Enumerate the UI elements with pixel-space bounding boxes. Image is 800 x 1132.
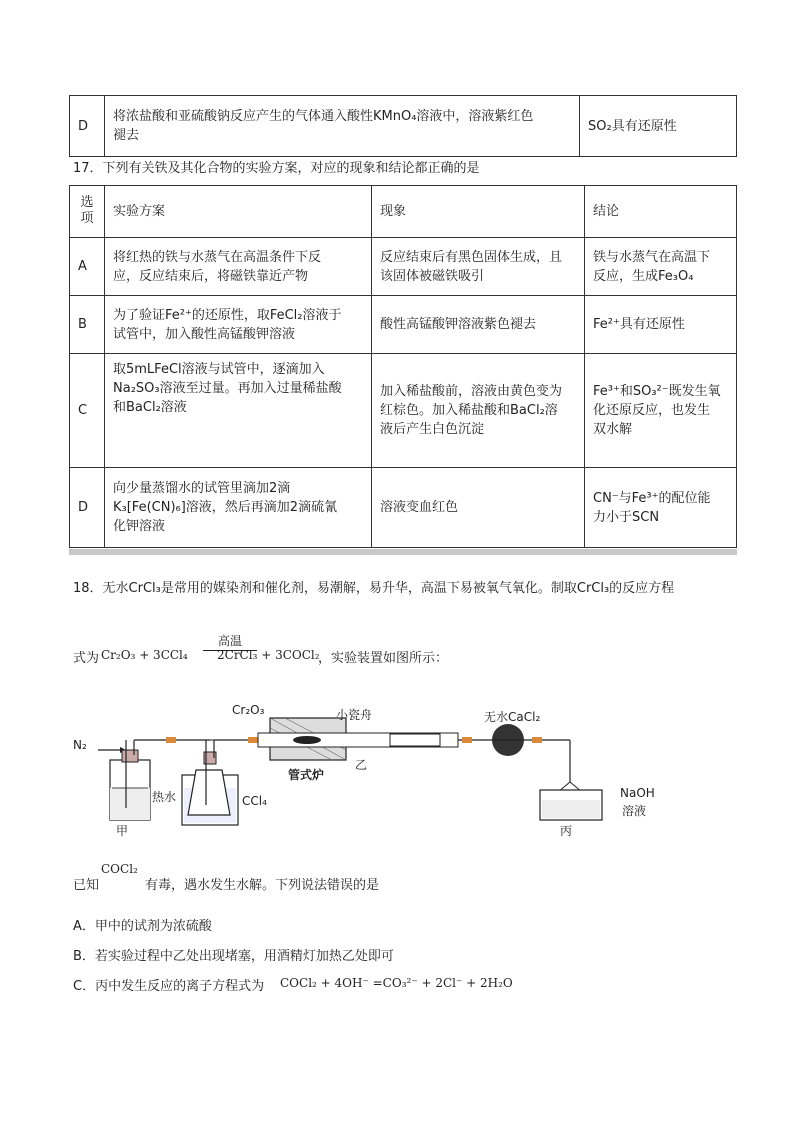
- scheme-cell: [105, 296, 372, 354]
- conclusion-text: 化还原反应，也发生: [593, 403, 711, 418]
- question-17-stem: 17．下列有关铁及其化合物的实验方案，对应的现象和结论都正确的是: [73, 161, 480, 176]
- option-b: B．若实验过程中乙处出现堵塞，用酒精灯加热乙处即可: [73, 949, 394, 964]
- conclusion-cell: [580, 96, 737, 157]
- eq-condition: 高温: [217, 634, 242, 648]
- scheme-text: K₃[Fe(CN)₆]溶液，然后再滴加2滴硫氰: [113, 500, 338, 515]
- table-row: [70, 354, 737, 468]
- conclusion-text: 铁与水蒸气在高温下: [593, 249, 711, 265]
- option-cell: D: [70, 468, 105, 548]
- question-18-stem: 18．无水CrCl₃是常用的媒染剂和催化剂，易潮解，易升华，高温下易被氧气氧化。制取CrCl₃的反应方程: [73, 581, 675, 596]
- eq-prefix: 式为: [73, 651, 100, 666]
- header-scheme: 实验方案: [105, 186, 372, 238]
- label-anhydrous: 无水CaCl₂: [484, 710, 541, 724]
- drying-tube: [490, 724, 570, 756]
- connector: [462, 737, 472, 743]
- q16-table: [69, 95, 737, 157]
- known-suffix: 有毒，遇水发生水解。下列说法错误的是: [145, 878, 380, 893]
- option-c-equation: COCl₂ + 4OH⁻ =CO₃²⁻ + 2Cl⁻ + 2H₂O: [280, 976, 513, 990]
- phenomenon-text: 该固体被磁铁吸引: [380, 268, 485, 284]
- conclusion-cell: [585, 354, 737, 468]
- scheme-text: 褪去: [113, 128, 140, 143]
- porcelain-boat: [293, 736, 321, 744]
- eq-suffix: ，实验装置如图所示：: [318, 651, 449, 666]
- scheme-text: 应，反应结束后，将磁铁靠近产物: [113, 268, 309, 284]
- option-cell: B: [70, 296, 105, 354]
- phenomenon-text: 液后产生白色沉淀: [380, 422, 485, 437]
- option-label: D: [78, 118, 89, 134]
- option-cell: [70, 96, 105, 157]
- tube-yi: [390, 734, 440, 746]
- conclusion-text: Fe³⁺和SO₃²⁻既发生氧: [593, 384, 721, 399]
- scheme-cell: [105, 238, 372, 296]
- scheme-text: 化钾溶液: [113, 519, 166, 534]
- divider-bar: [69, 549, 737, 555]
- scheme-text: Na₂SO₃溶液至过量。再加入过量稀盐酸: [113, 381, 342, 396]
- table-row: [70, 238, 737, 296]
- eq-left: Cr₂O₃ + 3CCl₄: [101, 648, 188, 662]
- scheme-cell: [105, 96, 580, 157]
- header-phenomenon: 现象: [372, 186, 585, 238]
- phenomenon-text: 反应结束后有黑色固体生成，且: [380, 249, 563, 265]
- scheme-text: 将浓盐酸和亚硫酸钠反应产生的气体通入酸性KMnO₄溶液中，溶液紫红色: [113, 109, 534, 124]
- label-yi: 乙: [355, 758, 368, 772]
- conclusion-text: CN⁻与Fe³⁺的配位能: [593, 490, 711, 506]
- label-naoh: NaOH: [620, 786, 655, 800]
- phenomenon-text: 酸性高锰酸钾溶液紫色褪去: [380, 317, 537, 332]
- conclusion-cell: [585, 238, 737, 296]
- label-ccl4: CCl₄: [242, 794, 267, 808]
- scheme-text: 为了验证Fe²⁺的还原性，取FeCl₂溶液于: [113, 307, 342, 323]
- table-header-row: [70, 186, 737, 238]
- conclusion-text: 双水解: [593, 422, 633, 437]
- label-hot-water: 热水: [152, 790, 177, 804]
- phenomenon-text: 加入稀盐酸前，溶液由黄色变为: [380, 384, 563, 399]
- option-c-prefix: C．丙中发生反应的离子方程式为: [73, 979, 265, 994]
- scheme-cell: [105, 354, 372, 468]
- conclusion-text: Fe²⁺具有还原性: [593, 317, 685, 332]
- label-cr2o3: Cr₂O₃: [232, 703, 265, 717]
- option-a: A．甲中的试剂为浓硫酸: [73, 919, 212, 934]
- option-cell: A: [70, 238, 105, 296]
- known-formula: COCl₂: [101, 862, 138, 876]
- table-row: [70, 96, 737, 157]
- connector: [166, 737, 176, 743]
- label-solution: 溶液: [622, 804, 647, 818]
- table-row: [70, 296, 737, 354]
- label-bing: 丙: [560, 824, 573, 838]
- scheme-text: 将红热的铁与水蒸气在高温条件下反: [113, 249, 322, 265]
- option-cell: C: [70, 354, 105, 468]
- label-boat: 小瓷舟: [336, 708, 373, 722]
- table-row: [70, 468, 737, 548]
- conclusion-text: 力小于SCN: [593, 509, 660, 525]
- conclusion-text: 反应，生成Fe₃O₄: [593, 268, 694, 284]
- phenomenon-cell: [372, 468, 585, 548]
- label-jia: 甲: [116, 824, 129, 838]
- phenomenon-cell: [372, 296, 585, 354]
- label-n2: N₂: [73, 738, 87, 752]
- phenomenon-text: 溶液变血红色: [380, 500, 459, 515]
- scheme-text: 和BaCl₂溶液: [113, 400, 187, 415]
- q17-table: [69, 185, 737, 548]
- known-prefix: 已知: [73, 878, 100, 893]
- phenomenon-cell: [372, 238, 585, 296]
- beaker-ccl4: [182, 740, 270, 825]
- conclusion-text: SO₂具有还原性: [588, 118, 677, 134]
- scheme-text: 向少量蒸馏水的试管里滴加2滴: [113, 481, 291, 496]
- phenomenon-text: 红棕色。加入稀盐酸和BaCl₂溶: [380, 403, 558, 418]
- eq-right: 2CrCl₃ + 3COCl₂: [217, 648, 320, 662]
- scheme-text: 取5mLFeCl溶液与试管中，逐滴加入: [113, 362, 325, 377]
- scheme-text: 试管中，加入酸性高锰酸钾溶液: [113, 326, 296, 342]
- conclusion-cell: [585, 296, 737, 354]
- header-option: [70, 186, 105, 238]
- scheme-cell: [105, 468, 372, 548]
- connector: [248, 737, 258, 743]
- phenomenon-cell: [372, 354, 585, 468]
- beaker-bing: [540, 740, 602, 820]
- conclusion-cell: [585, 468, 737, 548]
- header-conclusion: 结论: [585, 186, 737, 238]
- header-option-text: 选项: [80, 195, 94, 226]
- label-furnace: 管式炉: [288, 768, 325, 782]
